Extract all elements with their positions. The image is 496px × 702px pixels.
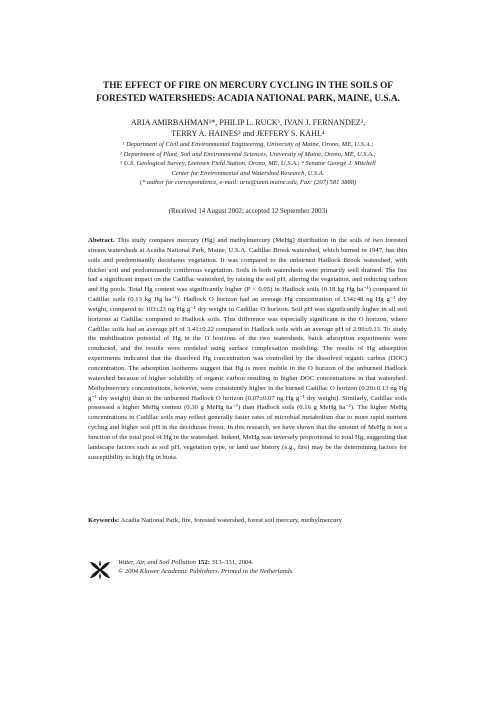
paper-title <box>60 80 436 106</box>
affiliations <box>60 140 436 188</box>
journal-name: Water, Air, and Soil Pollution <box>118 559 197 566</box>
abstract-label: Abstract. <box>88 237 115 244</box>
journal-pages: 313–331, 2004. <box>211 559 254 566</box>
affiliation-4: Center for Environmental and Watershed Research, U.S.A. <box>171 169 325 177</box>
abstract-text: This study compares mercury (Hg) and methylmercury (MeHg) distribution in the soils of two forested stream watersheds at Acadia National Park, Maine, U.S.A. Cadillac Brook watershed, which burned in 1947, has thin soils and predominantly deciduous vegetation. It was compared to the unburned Hadlock Brook watershed, with thicker soil and predominantly coniferous vegetation. Soils in both watersheds were primarily well drained. The fire had a significant impact on the Cadillac watershed, by raising the soil pH, altering the vegetation, and reducing carbon and Hg pools. Total Hg content was significantly higher (P < 0.05) in Hadlock soils (0.18 kg Hg ha⁻¹) compared to Cadillac soils (0.13 kg Hg ha⁻¹). Hadlock O horizon had an average Hg concentration of 134±48 ng Hg g⁻¹ dry weight, compared to 103±23 ng Hg g⁻¹ dry weight in Cadillac O horizon. Soil pH was significantly higher in all soil horizons at Cadillac compared to Hadlock soils. This difference was especially significant in the O horizon, where Cadillac soils had an average pH of 3.41±0.22 compared to Hadlock soils with an average pH of 2.99±0.13. To study the mobilization potential of Hg in the O horizons of the two watersheds, batch adsorption experiments were conducted, and the results were modeled using surface complexation modeling. The results of Hg adsorption experiments indicated that the dissolved Hg concentration was controlled by the dissolved organic carbon (DOC) concentration. The adsorption isotherms suggest that Hg is more mobile in the O horizon of the unburned Hadlock watershed because of higher solubility of organic carbon resulting in higher DOC concentrations in that watershed. Methylmercury concentrations, however, were consistently higher in the burned Cadillac O horizon (0.20±0.13 ng Hg g⁻¹ dry weight) than in the unburned Hadlock O horizon (0.07±0.07 ng Hg g⁻¹ dry weight). Similarly, Cadillac soils possessed a higher MeHg content (0.30 g MeHg ha⁻¹) than Hadlock soils (0.16 g MeHg ha⁻¹). The higher MeHg concentrations in Cadillac soils may reflect generally faster rates of microbial metabolism due to more rapid nutrient cycling and higher soil pH in the deciduous forest. In this research, we have shown that the amount of MeHg is not a function of the total pool of Hg in the watershed. Indeed, MeHg was inversely proportional to total Hg, suggesting that landscape factors such as soil pH, vegetation type, or land use history (e.g., fire) may be the determining factors for susceptibility to high Hg in biota. <box>88 237 407 461</box>
affiliation-1: ¹ Department of Civil and Environmental Engineering, University of Maine, Orono, ME, U.S.A.; <box>122 141 374 148</box>
journal-volume: 152: <box>197 559 210 566</box>
publication-footer <box>88 556 428 586</box>
publisher-logo-icon <box>88 558 112 582</box>
correspondence-note: (* author for correspondence, e-mail: aria@umit.maine.edu, Fax: (207) 581 3888) <box>139 179 357 187</box>
affiliation-2: ² Department of Plant, Soil and Environmental Sciences, University of Maine, Orono, ME, U.S.A.; <box>120 150 376 158</box>
citation-line <box>118 558 294 567</box>
keywords-label: Keywords: <box>88 517 120 524</box>
author-list <box>60 117 436 139</box>
copyright-line: © 2004 Kluwer Academic Publishers. Printed in the Netherlands. <box>118 568 294 576</box>
keywords <box>88 516 407 526</box>
affiliation-3: ³ U.S. Geological Survey, Leetown Field Station, Orono, ME, U.S.A.; ⁴ Senator George J. Mitchell <box>120 160 376 168</box>
keywords-text: Acadia National Park, fire, forested watershed, forest soil mercury, methylmercury <box>120 517 343 524</box>
abstract <box>88 236 407 462</box>
title-line-2: FORESTED WATERSHEDS: ACADIA NATIONAL PARK, MAINE, U.S.A. <box>96 94 400 104</box>
authors-line-2: TERRY A. HAINES³ and JEFFERY S. KAHL⁴ <box>171 129 325 138</box>
title-line-1: THE EFFECT OF FIRE ON MERCURY CYCLING IN THE SOILS OF <box>103 81 393 91</box>
received-dates: (Received 14 August 2002; accepted 12 September 2003) <box>168 208 328 215</box>
authors-line-1: ARIA AMIRBAHMAN¹*, PHILIP L. RUCK¹, IVAN J. FERNANDEZ², <box>130 118 366 127</box>
